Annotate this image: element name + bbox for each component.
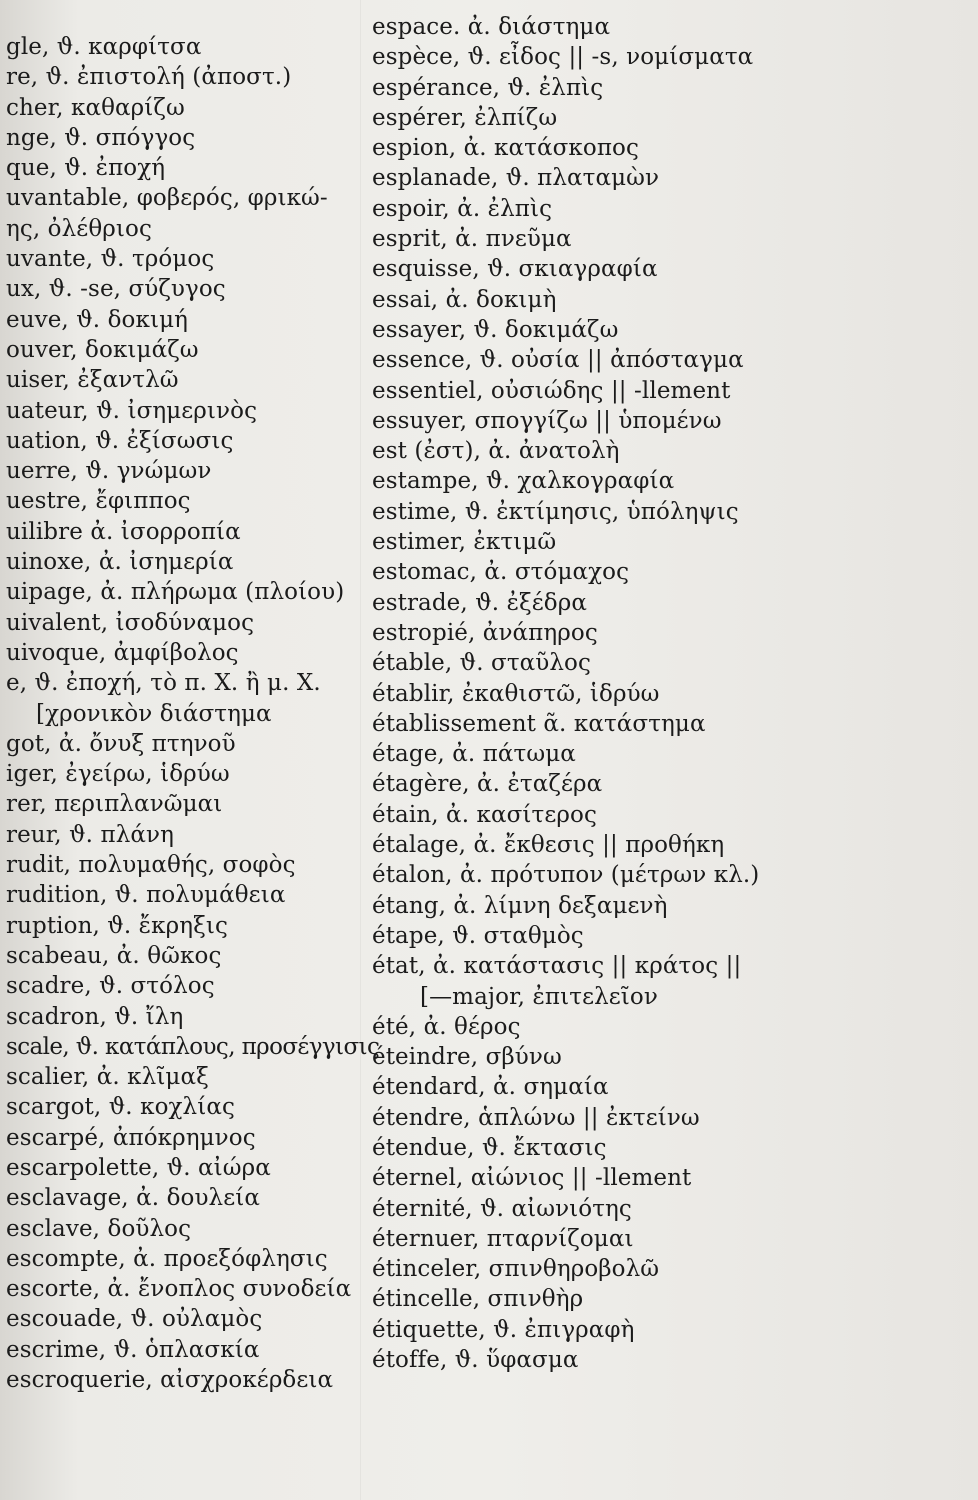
entry: est (ἐστ), ἀ. ἀνατολὴ: [372, 438, 620, 465]
entry: étinceler, σπινθηροβολῶ: [372, 1256, 660, 1283]
entry: [χρονικὸν διάστημα: [36, 700, 272, 727]
entry: éternité, ϑ. αἰωνιότης: [372, 1195, 632, 1222]
entry: uation, ϑ. ἐξίσωσις: [6, 427, 234, 454]
entry: esclavage, ἀ. δουλεία: [6, 1185, 260, 1212]
entry: scargot, ϑ. κοχλίας: [6, 1094, 235, 1121]
entry: uinoxe, ἀ. ἰσημερία: [6, 549, 234, 576]
entry: essuyer, σπογγίζω || ὑπομένω: [372, 407, 722, 434]
entry: ouver, δοκιμάζω: [6, 336, 199, 363]
entry: étage, ἀ. πάτωμα: [372, 741, 576, 768]
entry: estampe, ϑ. χαλκογραφία: [372, 468, 675, 495]
entry: reur, ϑ. πλάνη: [6, 821, 174, 848]
entry: éternuer, πταρνίζομαι: [372, 1225, 634, 1252]
entry: uipage, ἀ. πλήρωμα (πλοίου): [6, 579, 345, 606]
entry: étain, ἀ. κασίτερος: [372, 801, 597, 828]
entry: étable, ϑ. σταῦλος: [372, 650, 591, 677]
entry: étalon, ἀ. πρότυπον (μέτρων κλ.): [372, 862, 760, 889]
entry: espérance, ϑ. ἐλπὶς: [372, 74, 604, 101]
entry: nge, ϑ. σπόγγος: [6, 124, 196, 151]
entry: esprit, ἀ. πνεῦμα: [372, 226, 572, 253]
entry: scale, ϑ. κατάπλους, προσέγγισις: [6, 1033, 380, 1060]
entry: e, ϑ. ἐποχή, τὸ π. Χ. ἢ μ. Χ.: [6, 670, 321, 697]
entry: essai, ἀ. δοκιμὴ: [372, 286, 557, 313]
entry: escroquerie, αἰσχροκέρδεια: [6, 1367, 334, 1394]
entry: iger, ἐγείρω, ἱδρύω: [6, 761, 230, 788]
entry: scabeau, ἀ. θῶκος: [6, 942, 222, 969]
entry: uiser, ἐξαντλῶ: [6, 367, 179, 394]
entry: scalier, ἀ. κλῖμαξ: [6, 1064, 209, 1091]
entry: espérer, ἐλπίζω: [372, 104, 558, 131]
entry: scadron, ϑ. ἴλη: [6, 1003, 184, 1030]
entry: étalage, ἀ. ἔκθεσις || προθήκη: [372, 832, 725, 859]
entry: esclave, δοῦλος: [6, 1215, 192, 1242]
entry: esquisse, ϑ. σκιαγραφία: [372, 256, 658, 283]
entry: établir, ἐκαθιστῶ, ἱδρύω: [372, 680, 660, 707]
entry: état, ἀ. κατάστασις || κράτος ||: [372, 953, 742, 980]
entry: espoir, ἀ. ἐλπὶς: [372, 195, 553, 222]
entry: ux, ϑ. -se, σύζυγος: [6, 276, 226, 303]
entry: essentiel, οὐσιώδης || -llement: [372, 377, 731, 404]
entry: estime, ϑ. ἐκτίμησις, ὑπόληψις: [372, 498, 739, 525]
left-column: [0, 32, 380, 1395]
entry: escompte, ἀ. προεξόφλησις: [6, 1245, 328, 1272]
entry: espèce, ϑ. εἶδος || -s, νομίσματα: [372, 44, 754, 71]
entry: étape, ϑ. σταθμὸς: [372, 922, 584, 949]
entry: re, ϑ. ἐπιστολή (ἀποστ.): [6, 64, 292, 91]
entry: uivoque, ἀμφίβολος: [6, 639, 239, 666]
entry: espace. ἀ. διάστημα: [372, 14, 611, 40]
entry: étincelle, σπινθὴρ: [372, 1286, 584, 1313]
entry: estropié, ἀνάπηρος: [372, 619, 598, 646]
entry: estrade, ϑ. ἐξέδρα: [372, 589, 588, 616]
entry: étang, ἀ. λίμνη δεξαμενὴ: [372, 892, 668, 919]
entry: uestre, ἔφιππος: [6, 488, 191, 515]
entry: été, ἀ. θέρος: [372, 1013, 521, 1040]
entry: rudition, ϑ. πολυμάθεια: [6, 882, 286, 909]
entry: got, ἀ. ὄνυξ πτηνοῦ: [6, 730, 236, 757]
entry: uerre, ϑ. γνώμων: [6, 458, 212, 485]
entry: escouade, ϑ. οὐλαμὸς: [6, 1306, 263, 1333]
entry: escarpé, ἀπόκρημνος: [6, 1124, 256, 1151]
entry: escorte, ἀ. ἔνοπλος συνοδεία: [6, 1276, 352, 1303]
entry: estomac, ἀ. στόμαχος: [372, 559, 630, 586]
entry: ruption, ϑ. ἔκρηξις: [6, 912, 228, 939]
entry: étendue, ϑ. ἔκτασις: [372, 1134, 607, 1161]
entry: espion, ἀ. κατάσκοπος: [372, 135, 639, 162]
entry: éternel, αἰώνιος || -llement: [372, 1165, 692, 1192]
entry: essence, ϑ. οὐσία || ἀπόσταγμα: [372, 347, 744, 374]
entry: uivalent, ἰσοδύναμος: [6, 609, 255, 636]
entry: esplanade, ϑ. πλαταμὼν: [372, 165, 660, 192]
entry: rer, περιπλανῶμαι: [6, 791, 223, 818]
right-column: [372, 12, 972, 1375]
entry: estimer, ἐκτιμῶ: [372, 529, 557, 556]
entry: cher, καθαρίζω: [6, 94, 185, 121]
entry: uvantable, φοβερός, φρικώ-: [6, 185, 328, 212]
entry: ης, ὀλέθριος: [6, 215, 152, 242]
entry: étendard, ἀ. σημαία: [372, 1074, 609, 1101]
entry: étiquette, ϑ. ἐπιγραφὴ: [372, 1316, 635, 1343]
entry: établissement ᾶ. κατάστημα: [372, 710, 706, 737]
entry: rudit, πολυμαθής, σοφὸς: [6, 852, 296, 879]
entry: que, ϑ. ἐποχή: [6, 155, 166, 182]
entry: étoffe, ϑ. ὕφασμα: [372, 1347, 579, 1374]
entry: euve, ϑ. δοκιμή: [6, 306, 189, 333]
entry: uateur, ϑ. ἰσημερινὸς: [6, 397, 258, 424]
entry: essayer, ϑ. δοκιμάζω: [372, 316, 619, 343]
entry: escarpolette, ϑ. αἰώρα: [6, 1154, 271, 1181]
entry: uilibre ἀ. ἰσορροπία: [6, 518, 241, 545]
entry: escrime, ϑ. ὁπλασκία: [6, 1336, 260, 1363]
entry: étagère, ἀ. ἐταζέρα: [372, 771, 603, 798]
entry: [—major, ἐπιτελεῖον: [420, 983, 658, 1010]
entry: scadre, ϑ. στόλος: [6, 973, 215, 1000]
entry: gle, ϑ. καρφίτσα: [6, 34, 202, 60]
entry: éteindre, σβύνω: [372, 1044, 562, 1071]
entry: étendre, ἁπλώνω || ἐκτείνω: [372, 1104, 700, 1131]
entry: uvante, ϑ. τρόμος: [6, 246, 215, 273]
